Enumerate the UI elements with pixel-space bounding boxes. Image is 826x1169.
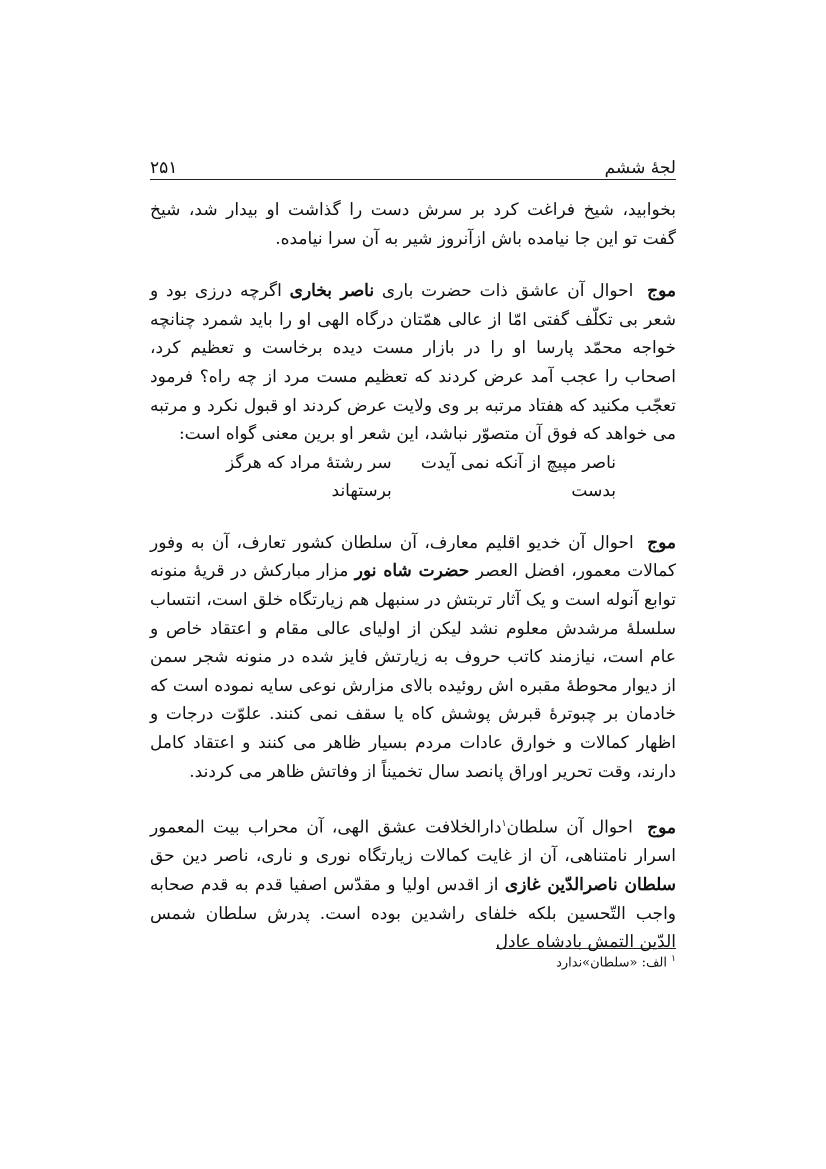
mouj-label: موج [647, 281, 677, 302]
person-name: سلطان ناصرالدّین غازی [504, 874, 677, 895]
mouj-label: موج [647, 532, 676, 553]
paragraph-2-text-a: احوال آن خدیو اقلیم معارف، آن سلطان کشور تعارف، آن به وفور کمالات معمور، افضل العصر [150, 532, 677, 582]
paragraph-3-text-c: از اقدس اولیا و مقدّس اصفیا قدم به قدم صحابه واجب التّحسین بلکه خلفای راشدین بوده است. پدرش سلطان شمس الدّین التمش بادشاه عادل [150, 874, 677, 953]
paragraph-2 [150, 529, 676, 786]
page-number: ۲۵۱ [150, 158, 178, 178]
paragraph-3-text-b: دارالخلافت عشق الهی، آن محراب بیت المعمور اسرار نامتناهی، آن از غایت کمالات زیارتگاه نوری و ناری، ناصر دین حق [150, 817, 676, 867]
verse [150, 449, 676, 505]
footnote-ref: ۱ [501, 819, 507, 830]
paragraph-2-text-b: مزار مبارکش در قریۀ منونه توابع آنوله است و یک آثار تربتش در سنبهل هم زیارتگاه خلق است، انتساب سلسلۀ مرشدش معلوم نشد لیکن از اولیای عالی مقام و اعتقاد خاص و عام است، نیازمند کاتب حروف به زیارتش فایز شده در منونه شجر سمن از دیوار محوطۀ مقبره اش روئیده بالای مزارش نوعی سایه نموده است که خادمان بر چبوترۀ قبرش پوشش کاه یا سقف نمی کنند. علوّت درجات و اظهار کمالات و خوارق عادات مردم بسیار ظاهر می کنند و اعتقاد کامل دارند، وقت تحریر اوراق پانصد سال تخمیناً از وفاتش ظاهر می کردند. [150, 561, 676, 782]
person-name: ناصر بخاری [289, 281, 375, 302]
chapter-title: لجۀ ششم [604, 158, 676, 178]
paragraph-3-text-a: احوال آن سلطان [506, 817, 633, 838]
paragraph-3 [150, 810, 676, 957]
header-rule [150, 179, 676, 180]
footnote-rule [496, 948, 676, 949]
verse-right-hemistich: ناصر مپیچ از آنکه نمی آیدت بدست [420, 452, 616, 501]
paragraph-1-text-b: اگرچه درزی بود و شعر بی تکلّف گفتی امّا از عالی همّتان درگاه الهی او را باید شمرد چنانچه خواجه محمّد پارسا او را در بازار مست دیده برخاست و تعظیم کرد، اصحاب را عجب آمد عرض کردند که تعظیم مست مرد از چه راه؟ فرمود تعجّب مکنید که هفتاد مرتبه بر وی ولایت عرض کردند او قبول نکرد و مرتبه می خواهد که فوق آن متصوّر نباشد، این شعر او برین معنی گواه است: [150, 281, 676, 445]
footnote-text: الف: «سلطان»ندارد [556, 955, 668, 971]
running-header [150, 148, 676, 178]
person-name: حضرت شاه نور [354, 561, 470, 582]
paragraph-1 [150, 277, 676, 449]
footnote-number: ۱ [671, 954, 676, 964]
paragraph-0: بخوابید، شیخ فراغت کرد بر سرش دست را گذاشت او بیدار شد، شیخ گفت تو این جا نیامده باش ازآنروز شیر به آن سرا نیامده. [150, 200, 676, 249]
paragraph-1-text-a: احوال آن عاشق ذات حضرت باری [381, 281, 634, 302]
verse-left-hemistich: سر رشتۀ مراد که هرگز برستهاند [225, 452, 392, 501]
footnote [556, 954, 676, 970]
mouj-label: موج [647, 817, 677, 838]
body-text [150, 196, 676, 957]
